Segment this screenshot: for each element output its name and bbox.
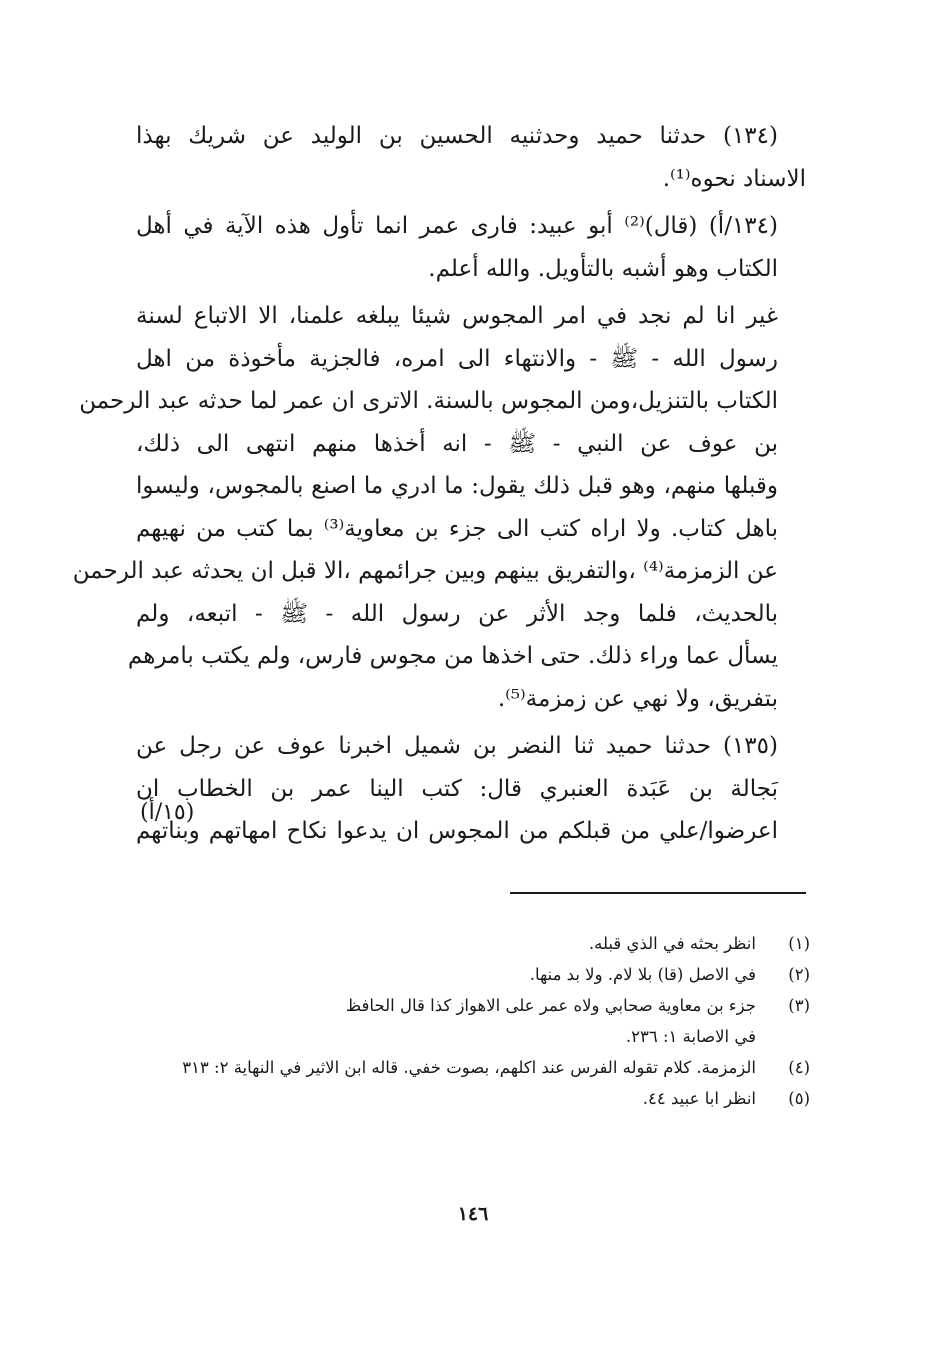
footnote-divider — [510, 892, 806, 894]
paragraph-commentary — [72, 295, 806, 720]
footnote — [130, 1052, 810, 1083]
footnote-number: (٣) — [788, 996, 810, 1015]
footnote-text: جزء بن معاوية صحابي ولاه عمر على الاهواز كذا قال الحافظ في الاصابة ١: ٢٣٦. — [345, 996, 756, 1046]
text-line: اعرضوا/علي من قبلكم من المجوس ان يدعوا نكاح امهاتهم وبناتهم — [136, 818, 778, 844]
paragraph-134 — [136, 115, 806, 200]
footnote — [130, 959, 810, 990]
text-line: يسأل عما وراء ذلك. حتى اخذها من مجوس فارس، ولم يكتب بامرهم — [127, 643, 778, 669]
text-line: بالحديث، فلما وجد الأثر عن رسول الله - ﷺ - اتبعه، ولم — [136, 600, 778, 627]
text-line: الكتاب بالتنزيل،ومن المجوس بالسنة. الاترى ان عمر لما حدثه عبد الرحمن — [79, 388, 778, 414]
paragraph-135 — [136, 725, 806, 853]
footnote-text: الزمزمة. كلام تقوله الفرس عند اكلهم، بصوت خفي. قاله ابن الاثير في النهاية ٢: ٣١٣ — [182, 1058, 756, 1077]
text-line: رسول الله - ﷺ - والانتهاء الى امره، فالجزية مأخوذة من اهل — [136, 345, 778, 372]
text-line: (١٣٤) حدثنا حميد وحدثنيه الحسين بن الوليد عن شريك بهذا — [136, 123, 778, 149]
text-line: بتفريق، ولا نهي عن زمزمة⁽⁵⁾. — [497, 685, 778, 712]
main-text — [72, 115, 806, 858]
footnote-text: في الاصل (قا) بلا لام. ولا بد منها. — [529, 965, 756, 984]
text-line: باهل كتاب. ولا اراه كتب الى جزء بن معاوية⁽³⁾ بما كتب من نهيهم — [136, 515, 778, 542]
text-line: (١٣٤/أ) (قال)⁽²⁾ أبو عبيد: فارى عمر انما تأول هذه الآية في أهل — [136, 213, 778, 239]
footnote-number: (٢) — [788, 965, 810, 984]
text-line: بَجالة بن عَبَدة العنبري قال: كتب الينا عمر بن الخطاب ان — [136, 775, 778, 802]
paragraph-134a — [136, 205, 806, 290]
text-line: عن الزمزمة⁽⁴⁾ ،والتفريق بينهم وبين جرائمهم ،الا قبل ان يحدثه عبد الرحمن — [72, 558, 778, 584]
text-line: الكتاب وهو أشبه بالتأويل. والله أعلم. — [428, 255, 778, 282]
text-line: وقبلها منهم، وهو قبل ذلك يقول: ما ادري ما اصنع بالمجوس، وليسوا — [136, 473, 778, 499]
footnote-number: (٥) — [788, 1089, 810, 1108]
text-line: الاسناد نحوه⁽¹⁾. — [662, 165, 806, 192]
footnote-text: انظر ابا عبيد ٤٤. — [642, 1089, 756, 1108]
text-line: غير انا لم نجد في امر المجوس شيئا يبلغه علمنا، الا الاتباع لسنة — [136, 303, 778, 329]
page-number: ١٤٦ — [457, 1203, 489, 1225]
footnotes — [130, 928, 810, 1114]
margin-folio-note: (١٥/أ) — [140, 800, 195, 825]
footnote — [130, 1083, 810, 1114]
footnote — [130, 928, 810, 959]
text-line: (١٣٥) حدثنا حميد ثنا النضر بن شميل اخبرنا عوف عن رجل عن — [136, 733, 778, 759]
footnote-text: انظر بحثه في الذي قبله. — [588, 934, 756, 953]
text-line: بن عوف عن النبي - ﷺ - انه أخذها منهم انتهى الى ذلك، — [136, 430, 778, 457]
footnote — [130, 990, 810, 1052]
footnote-number: (١) — [788, 934, 810, 953]
footnote-number: (٤) — [788, 1058, 810, 1077]
